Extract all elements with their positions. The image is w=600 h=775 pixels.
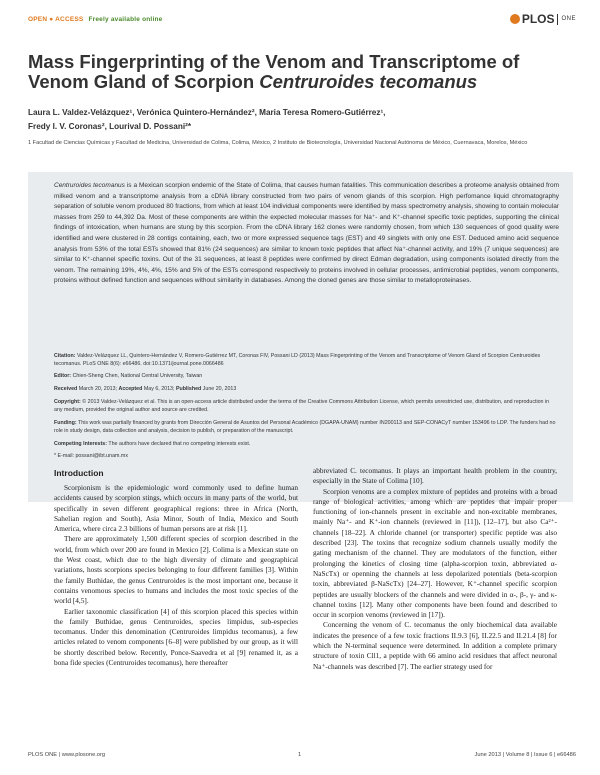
accepted-date: May 6, 2013; [143,386,175,392]
copyright-text: © 2013 Valdez-Velázquez et al. This is an open-access article distributed under the terms of the Creative Commons Attribution License, which permits unrestricted use, distribution, and reproduction in any medium, provided the original author and source are credited. [54,399,550,413]
published-date: June 20, 2013 [202,386,237,392]
citation-label: Citation: [54,353,76,359]
funding-text: This work was partially financed by grants from Dirección General de Asuntos del Personal Académico (DGAPA-UNAM) number IN200113 and SEP-CONACyT number 153496 to LDP. The funders had no role in study design, data collection and analysis, decision to publish, or preparation of the manuscript. [54,420,556,434]
competing-interests [54,441,559,449]
access-label: ACCESS [55,16,84,23]
journal-header [28,12,576,32]
author-list [28,106,568,134]
intro-column-right [313,466,557,672]
authors-line-2: Fredy I. V. Coronas², Lourival D. Possani²* [28,122,192,131]
open-access-banner [28,16,162,23]
plos-brand-sub: ONE [561,16,576,22]
paragraph: Scorpionism is the epidemiologic word commonly used to define human accidents caused by scorpion stings, which occurs in many parts of the world, but specifically in seven different geographical regions: three in Africa (North, Sahelian region and South), Asia Minor, South of India, Mexico and South America, where circa 2.3 billions of human persons are at risk [1]. [54,483,298,534]
copyright [54,399,559,414]
corresponding-email[interactable]: * E-mail: possani@ibt.unam.mx [54,453,128,459]
competing-text: The authors have declared that no competing interests exist. [108,441,251,447]
paragraph: Scorpion venoms are a complex mixture of peptides and proteins with a broad range of biological activities, among which are peptides that impair proper functioning of ion-channels present in excitable and non-excitable membranes, mainly Na⁺- and K⁺-ion channels (reviewed in [11]), [12–17], but also Ca²⁺-channels [18–22]. A chloride channel (or transporter) specific peptide was also described [23]. The toxins that recognize sodium channels usually modify the gating mechanism of the channel. They are modulators of the function, either prolonging the kinetics of closing time (alpha-scorpion toxin, abbreviated α-NaScTx) or openning the channels at less depolarized potentials (beta-scorpion toxin, abbreviated β-NaScTx) [24–27]. However, K⁺-channel specific scorpion peptides are usually blockers of the channels and were divided in α-, β-, γ- and κ-channel toxins [12]. Many other components have been found and described to occur in scorpion venoms (reviewed in [17]). [313,486,557,620]
paragraph: There are approximately 1,500 different species of scorpion described in the world, from which over 200 are found in Mexico [2]. Colima is a Mexican state on the West coast, which due to the high diversity of climate and geographical variations, hosts scorpions species belonging to four different families [3]. Within the family Buthidae, the genus Centruroides is the most important one, because it contains venomous species to humans and includes the most toxic species of the world [4,5]. [54,534,298,606]
introduction-heading: Introduction [54,468,104,478]
footer-journal: PLOS ONE | www.plosone.org [28,752,106,758]
competing-label: Competing Interests: [54,441,107,447]
authors-line-1: Laura L. Valdez-Velázquez¹, Verónica Quintero-Hernández², Maria Teresa Romero-Gutiérrez¹, [28,108,386,117]
plos-brand: PLOS [521,12,555,26]
page-number: 1 [298,752,302,758]
accepted-label: Accepted [118,386,143,392]
editor-text: Chien-Sheng Chen, National Central University, Taiwan [72,373,203,379]
paragraph: Earlier taxonomic classification [4] of this scorpion placed this species within the family Buthidae, genus Centruroides, species limpidus, sub-especies tecomanus. Under this denomination (Centruroides limpidus tecomanus), a few articles related to venom components [6–8] were published by our group, as it will be shortly described below. Recently, Ponce-Saavedra et al [9] renamed it, as a bona fide species (Centruroides tecomanus), here thereafter [54,606,298,668]
copyright-label: Copyright: [54,399,81,405]
funding-label: Funding: [54,420,77,426]
dates [54,386,559,394]
editor-label: Editor: [54,373,72,379]
footer-issue: June 2013 | Volume 8 | Issue 6 | e66486 [474,752,576,758]
received-label: Received [54,386,78,392]
abstract-text: is a Mexican scorpion endemic of the State of Colima, that causes human fatalities. This communication describes a proteome analysis obtained from milked venom and a transcriptome analysis from a cDNA library constructed from two pairs of venom glands of this scorpion. High perfomance liquid chromatography separation of soluble venom produced 80 fractions, from which at least 104 individual components were identified by mass spectrometry analysis, showing to contain molecular masses from 259 to 44,392 Da. Most of these components are within the expected molecular masses for Na⁺- and K⁺-channel specific toxic peptides, supporting the clinical findings of intoxication, when humans are stung by this scorpion. From the cDNA library 162 clones were randomly chosen, from which 130 sequences of good quality were identified and were clustered in 28 contigs containing, each, two or more expressed sequence tags (EST) and 49 singlets with only one EST. Deduced amino acid sequence analysis from 53% of the total ESTs showed that 81% (24 sequences) are similar to known toxic peptides that affect Na⁺-channel activity, and 19% (7 unique sequences) are similar to K⁺-channel specific toxins. Out of the 31 sequences, at least 8 peptides were confirmed by direct Edman degradation, using components isolated directly from the venom. The remaining 19%, 4%, 4%, 15% and 5% of the ESTs correspond respectively to proteins involved in cellular processes, antimicrobial peptides, venom components, proteins without defined function and sequences without similarity in databases. Among the cloned genes are those similar to metalloproteinases. [54,182,559,285]
abstract [54,181,559,287]
title-main: Mass Fingerprinting of the Venom and Transcriptome of Venom Gland of Scorpion [28,51,520,92]
open-access-label: OPEN [28,16,48,23]
paragraph: Concerning the venom of C. tecomanus the only biochemical data available indicates the presence of a few toxic fractions II.9.3 [6], II.22.5 and II.21.4 [8] for which the N-terminal sequence were determined. In addition a complete primary structure of toxin Cll1, a peptide with 66 amino acid residues that affect neuronal Na⁺-channels was described [7]. The earlier strategy used for [313,620,557,671]
intro-column-left [54,483,298,668]
article-title [28,52,573,92]
editor [54,373,559,381]
logo-divider [557,14,558,25]
plos-one-logo [510,12,576,26]
citation [54,353,559,368]
freely-available-label: Freely available online [88,16,163,23]
published-label: Published [175,386,202,392]
funding [54,420,559,435]
plos-logo-icon [510,14,520,24]
received-date: March 20, 2013; [78,386,118,392]
affiliations: 1 Facultad de Ciencias Químicas y Facultad de Medicina, Universidad de Colima, Colima, México, 2 Instituto de Biotecnología, Universidad Nacional Autónoma de México, Cuernavaca, Morelos, México [28,140,528,146]
open-access-icon: ● [49,16,54,23]
abstract-species: Centruroides tecomanus [54,182,125,189]
citation-text: Valdez-Velázquez LL, Quintero-Hernández V, Romero-Gutiérrez MT, Coronas FIV, Possani LD (2013) Mass Fingerprinting of the Venom and Transcriptome of Venom Gland of Scorpion Centruroides tecomanus. PLoS ONE 8(6): e66486. doi:10.1371/journal.pone.0066486 [54,353,541,367]
paragraph: abbreviated C. tecomanus. It plays an important health problem in the country, especially in the State of Colima [10]. [313,466,557,486]
title-species: Centruroides tecomanus [259,71,478,92]
